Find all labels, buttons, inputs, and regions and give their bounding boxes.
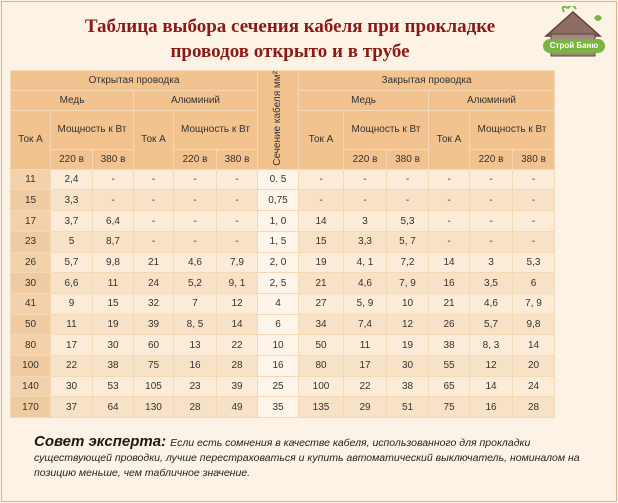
table-cell: 5,2 — [174, 273, 216, 293]
table-cell: 3,5 — [470, 273, 512, 293]
table-cell: 23 — [11, 232, 50, 252]
table-cell: - — [174, 190, 216, 210]
voltage-380-header: 380 в — [217, 150, 257, 169]
table-cell: 75 — [429, 397, 469, 417]
table-cell: - — [387, 170, 428, 190]
table-cell: 9,8 — [513, 315, 554, 335]
table-cell: 38 — [387, 377, 428, 397]
table-cell: - — [174, 170, 216, 190]
table-cell: 7 — [174, 294, 216, 314]
open-wiring-header: Открытая проводка — [11, 71, 257, 90]
table-cell: - — [470, 190, 512, 210]
logo-text: Строй Баню — [543, 39, 605, 53]
section-cell: 4 — [258, 294, 298, 314]
closed-copper-header: Медь — [299, 91, 428, 110]
table-row — [11, 170, 554, 190]
table-cell: 30 — [51, 377, 92, 397]
table-cell: 14 — [470, 377, 512, 397]
table-cell: 55 — [429, 356, 469, 376]
table-cell: 21 — [299, 273, 343, 293]
section-cell: 1, 0 — [258, 211, 298, 231]
bathhouse-logo-icon — [534, 6, 612, 66]
table-cell: - — [217, 190, 257, 210]
table-cell: 5 — [51, 232, 92, 252]
table-cell: 4,6 — [174, 253, 216, 273]
table-cell: 7,9 — [217, 253, 257, 273]
table-cell: 13 — [174, 335, 216, 355]
table-cell: - — [217, 232, 257, 252]
table-cell: 30 — [387, 356, 428, 376]
table-row — [11, 294, 554, 314]
table-cell: 3,3 — [344, 232, 386, 252]
table-cell: 5,7 — [470, 315, 512, 335]
table-cell: 50 — [299, 335, 343, 355]
table-cell: 5,7 — [51, 253, 92, 273]
table-cell: 100 — [299, 377, 343, 397]
table-cell: - — [299, 170, 343, 190]
table-cell: 9,8 — [93, 253, 133, 273]
expert-advice — [34, 434, 606, 481]
table-cell: 11 — [51, 315, 92, 335]
table-cell: 12 — [387, 315, 428, 335]
table-cell: 170 — [11, 397, 50, 417]
table-cell: - — [470, 211, 512, 231]
table-cell: 130 — [134, 397, 173, 417]
closed-wiring-header: Закрытая проводка — [299, 71, 554, 90]
cable-section-table — [10, 70, 555, 418]
table-cell: 8, 5 — [174, 315, 216, 335]
table-cell: - — [93, 170, 133, 190]
table-cell: 23 — [174, 377, 216, 397]
power-header: Мощность к Вт — [470, 111, 554, 149]
table-cell: 19 — [93, 315, 133, 335]
table-cell: 26 — [429, 315, 469, 335]
table-cell: 11 — [344, 335, 386, 355]
current-header: Ток А — [429, 111, 469, 169]
table-cell: 51 — [387, 397, 428, 417]
table-cell: 4,6 — [470, 294, 512, 314]
section-cell: 25 — [258, 377, 298, 397]
open-aluminium-header: Алюминий — [134, 91, 257, 110]
voltage-380-header: 380 в — [513, 150, 554, 169]
table-cell: 24 — [134, 273, 173, 293]
advice-label: Совет эксперта: — [34, 433, 167, 450]
table-row — [11, 377, 554, 397]
table-cell: 65 — [429, 377, 469, 397]
power-header: Мощность к Вт — [51, 111, 133, 149]
table-row — [11, 335, 554, 355]
table-cell: 4, 1 — [344, 253, 386, 273]
table-row — [11, 273, 554, 293]
table-cell: 60 — [134, 335, 173, 355]
table-cell: 7,2 — [387, 253, 428, 273]
table-cell: - — [134, 211, 173, 231]
table-cell: 6,6 — [51, 273, 92, 293]
table-cell: - — [513, 211, 554, 231]
table-cell: 6 — [513, 273, 554, 293]
table-row — [11, 190, 554, 210]
power-header: Мощность к Вт — [174, 111, 257, 149]
table-cell: 3,7 — [51, 211, 92, 231]
table-cell: - — [134, 170, 173, 190]
table-cell: 3 — [344, 211, 386, 231]
table-cell: - — [429, 232, 469, 252]
table-cell: 14 — [299, 211, 343, 231]
voltage-220-header: 220 в — [174, 150, 216, 169]
table-cell: 8,7 — [93, 232, 133, 252]
table-cell: 39 — [134, 315, 173, 335]
table-row — [11, 397, 554, 417]
table-cell: 22 — [217, 335, 257, 355]
table-cell: 14 — [217, 315, 257, 335]
table-cell: 41 — [11, 294, 50, 314]
table-cell: - — [217, 170, 257, 190]
table-cell: 20 — [513, 356, 554, 376]
section-cell: 10 — [258, 335, 298, 355]
title-line-2: проводов открыто и в трубе — [170, 41, 410, 62]
table-cell: 80 — [299, 356, 343, 376]
current-header: Ток А — [11, 111, 50, 169]
table-cell: 39 — [217, 377, 257, 397]
table-cell: - — [470, 170, 512, 190]
table-cell: - — [134, 190, 173, 210]
table-cell: - — [429, 211, 469, 231]
table-cell: 28 — [513, 397, 554, 417]
table-cell: 5, 9 — [344, 294, 386, 314]
section-cell: 2, 0 — [258, 253, 298, 273]
table-cell: 22 — [51, 356, 92, 376]
table-cell: 14 — [513, 335, 554, 355]
voltage-380-header: 380 в — [93, 150, 133, 169]
table-cell: 50 — [11, 315, 50, 335]
table-cell: 105 — [134, 377, 173, 397]
table-cell: 5,3 — [513, 253, 554, 273]
table-cell: 5, 7 — [387, 232, 428, 252]
table-cell: 8, 3 — [470, 335, 512, 355]
table-cell: 64 — [93, 397, 133, 417]
table-cell: 135 — [299, 397, 343, 417]
table-cell: 28 — [217, 356, 257, 376]
table-cell: 4,6 — [344, 273, 386, 293]
table-cell: 12 — [217, 294, 257, 314]
table-cell: 17 — [11, 211, 50, 231]
table-cell: 7,4 — [344, 315, 386, 335]
table-cell: - — [299, 190, 343, 210]
table-cell: 53 — [93, 377, 133, 397]
table-cell: - — [429, 170, 469, 190]
table-cell: - — [134, 232, 173, 252]
table-cell: - — [429, 190, 469, 210]
table-cell: 38 — [429, 335, 469, 355]
table-row — [11, 356, 554, 376]
advice-text: Если есть сомнения в качестве кабеля, использованного для прокладки существующей проводки, лучше перестраховаться и купить автоматический выключатель, номиналом на позицию меньше, чем табличное значение. — [34, 437, 580, 479]
section-header — [258, 71, 298, 169]
voltage-220-header: 220 в — [51, 150, 92, 169]
table-row — [11, 211, 554, 231]
table-row — [11, 232, 554, 252]
section-cell: 0. 5 — [258, 170, 298, 190]
table-cell: 10 — [387, 294, 428, 314]
table-body — [11, 170, 554, 417]
table-cell: 16 — [470, 397, 512, 417]
table-cell: 11 — [93, 273, 133, 293]
table-cell: 32 — [134, 294, 173, 314]
section-cell: 35 — [258, 397, 298, 417]
table-cell: 21 — [134, 253, 173, 273]
table-cell: - — [470, 232, 512, 252]
table-cell: - — [217, 211, 257, 231]
table-cell: - — [387, 190, 428, 210]
voltage-220-header: 220 в — [470, 150, 512, 169]
table-cell: 34 — [299, 315, 343, 335]
table-cell: - — [344, 190, 386, 210]
table-cell: 21 — [429, 294, 469, 314]
table-cell: 28 — [174, 397, 216, 417]
table-cell: 22 — [344, 377, 386, 397]
page-title — [30, 14, 550, 64]
table-cell: 17 — [51, 335, 92, 355]
table-cell: - — [513, 190, 554, 210]
table-cell: 17 — [344, 356, 386, 376]
table-cell: 5,3 — [387, 211, 428, 231]
table-row — [11, 315, 554, 335]
current-header: Ток А — [134, 111, 173, 169]
table-cell: 27 — [299, 294, 343, 314]
table-cell: 16 — [174, 356, 216, 376]
table-cell: 80 — [11, 335, 50, 355]
power-header: Мощность к Вт — [344, 111, 428, 149]
section-cell: 2, 5 — [258, 273, 298, 293]
table-cell: - — [174, 211, 216, 231]
table-cell: 16 — [429, 273, 469, 293]
section-cell: 0,75 — [258, 190, 298, 210]
section-cell: 6 — [258, 315, 298, 335]
table-cell: 30 — [93, 335, 133, 355]
table-cell: 37 — [51, 397, 92, 417]
table-cell: - — [93, 190, 133, 210]
table-cell: 7, 9 — [513, 294, 554, 314]
table-cell: 100 — [11, 356, 50, 376]
table-row — [11, 253, 554, 273]
current-header: Ток А — [299, 111, 343, 169]
table-cell: 30 — [11, 273, 50, 293]
table-cell: 15 — [299, 232, 343, 252]
voltage-380-header: 380 в — [387, 150, 428, 169]
closed-aluminium-header: Алюминий — [429, 91, 554, 110]
section-cell: 1, 5 — [258, 232, 298, 252]
open-copper-header: Медь — [11, 91, 133, 110]
table-cell: 140 — [11, 377, 50, 397]
section-header-label: Сечение кабеля мм² — [272, 71, 283, 166]
table-cell: 29 — [344, 397, 386, 417]
table-cell: 49 — [217, 397, 257, 417]
table-cell: 19 — [387, 335, 428, 355]
table-cell: 3,3 — [51, 190, 92, 210]
table-cell: 6,4 — [93, 211, 133, 231]
table-cell: - — [513, 170, 554, 190]
table-cell: 26 — [11, 253, 50, 273]
table-cell: 38 — [93, 356, 133, 376]
table-cell: 75 — [134, 356, 173, 376]
table-cell: 12 — [470, 356, 512, 376]
table-cell: 9, 1 — [217, 273, 257, 293]
table-cell: 2,4 — [51, 170, 92, 190]
voltage-220-header: 220 в — [344, 150, 386, 169]
table-cell: 3 — [470, 253, 512, 273]
section-cell: 16 — [258, 356, 298, 376]
table-cell: 15 — [93, 294, 133, 314]
table-cell: 9 — [51, 294, 92, 314]
table-cell: - — [174, 232, 216, 252]
table-cell: - — [513, 232, 554, 252]
table-cell: 19 — [299, 253, 343, 273]
title-line-1: Таблица выбора сечения кабеля при прокладке — [84, 16, 496, 37]
table-cell: 15 — [11, 190, 50, 210]
table-cell: 24 — [513, 377, 554, 397]
table-cell: 11 — [11, 170, 50, 190]
table-cell: - — [344, 170, 386, 190]
table-cell: 7, 9 — [387, 273, 428, 293]
logo — [534, 6, 612, 66]
table-cell: 14 — [429, 253, 469, 273]
